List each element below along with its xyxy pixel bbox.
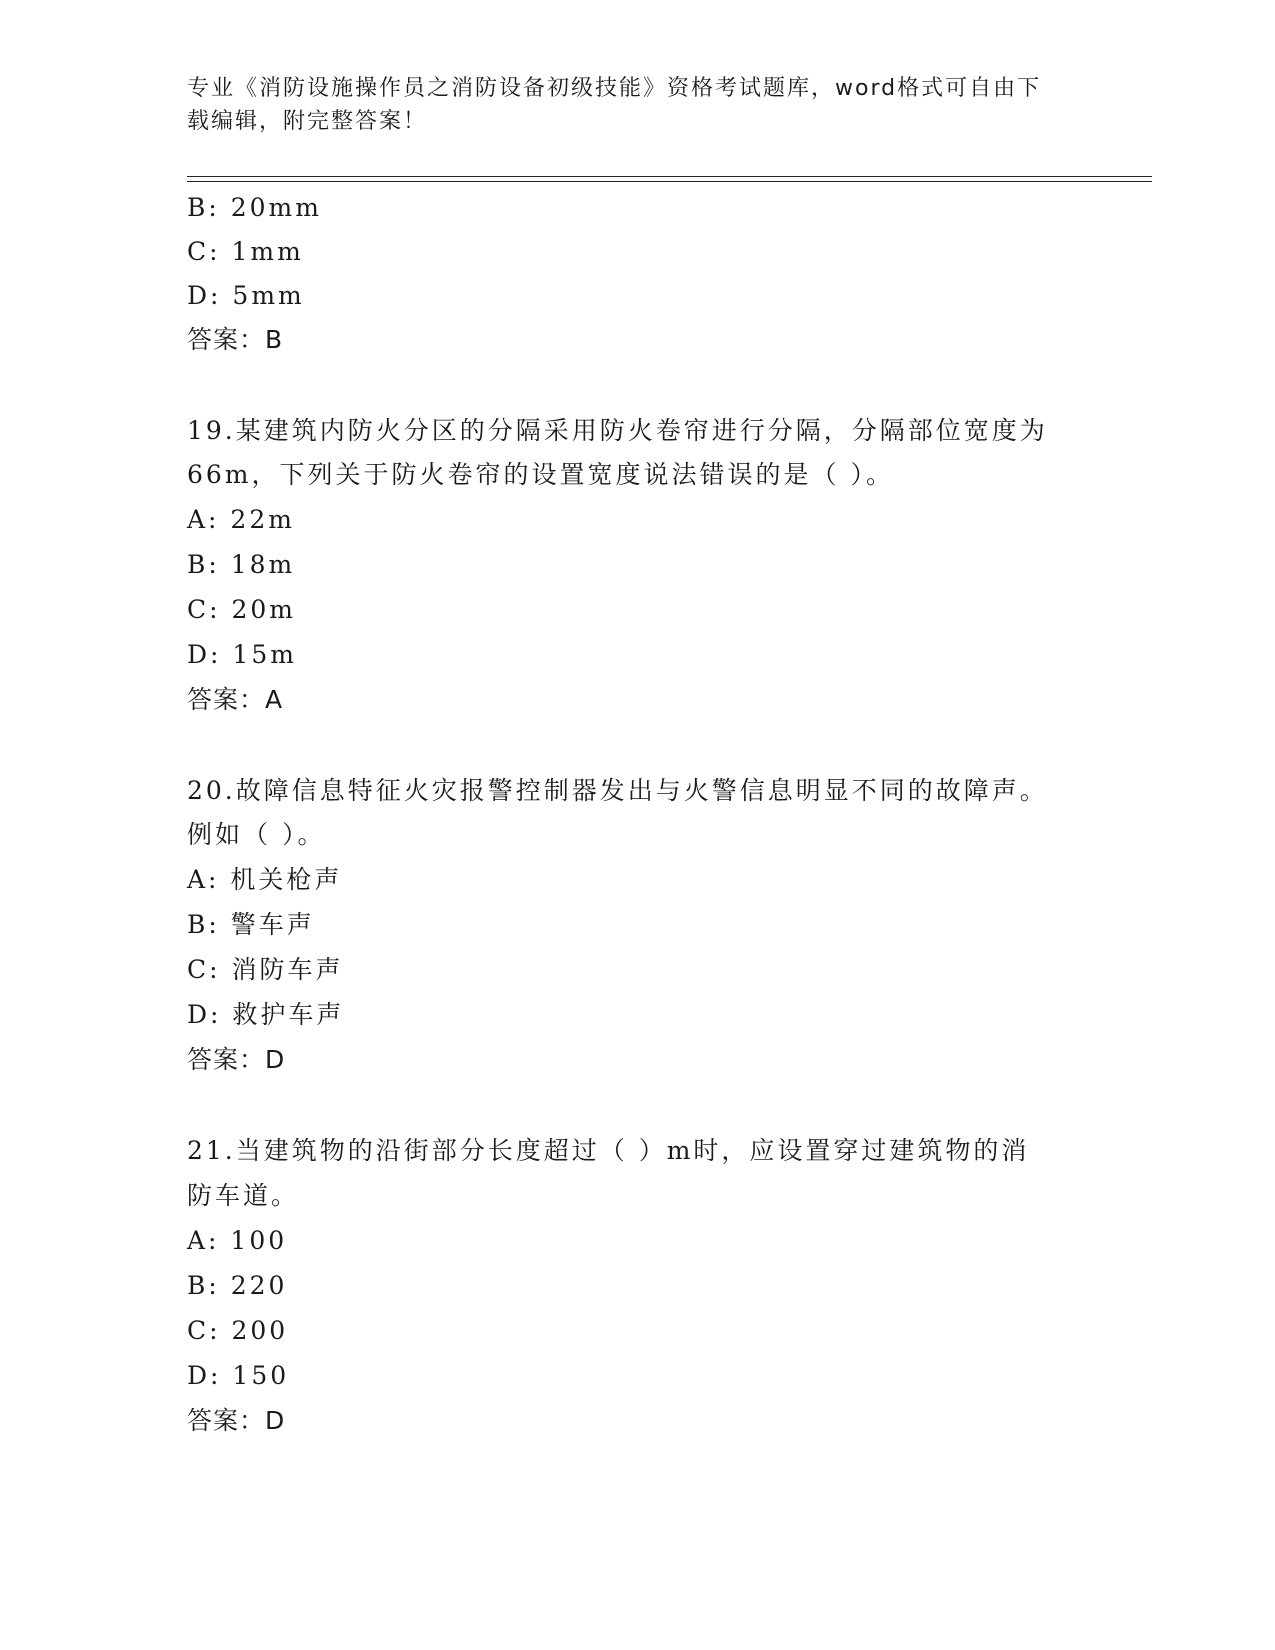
q19-answer: 答案：A xyxy=(187,685,284,714)
q19-stem-line-2: 66m，下列关于防火卷帘的设置宽度说法错误的是（ ）。 xyxy=(187,460,894,489)
q20-answer: 答案：D xyxy=(187,1045,286,1074)
header-line-2: 载编辑，附完整答案！ xyxy=(187,109,428,134)
q18-option-d: D: 5mm xyxy=(187,281,305,310)
q21-option-a: A: 100 xyxy=(187,1226,288,1255)
q19-option-a: A: 22m xyxy=(187,505,295,534)
q18-option-c: C: 1mm xyxy=(187,237,304,266)
q20-option-c: C: 消防车声 xyxy=(187,955,344,984)
q19-option-c: C: 20m xyxy=(187,595,297,624)
q18-answer: 答案：B xyxy=(187,325,284,354)
q21-option-c: C: 200 xyxy=(187,1316,289,1345)
q19-option-b: B: 18m xyxy=(187,550,296,579)
q21-answer: 答案：D xyxy=(187,1406,286,1435)
header-divider-top xyxy=(187,176,1152,177)
document-header xyxy=(187,72,1067,138)
q21-option-d: D: 150 xyxy=(187,1361,290,1390)
q18-option-b: B: 20mm xyxy=(187,193,322,222)
q21-stem-line-1: 21.当建筑物的沿街部分长度超过（ ）m时，应设置穿过建筑物的消 xyxy=(187,1136,1030,1165)
header-line-1: 专业《消防设施操作员之消防设备初级技能》资格考试题库，word格式可自由下 xyxy=(187,76,1042,101)
q20-option-a: A: 机关枪声 xyxy=(187,865,343,894)
q21-option-b: B: 220 xyxy=(187,1271,288,1300)
q20-option-d: D: 救护车声 xyxy=(187,1000,345,1029)
q20-stem-line-2: 例如（ ）。 xyxy=(187,820,326,849)
q19-stem-line-1: 19.某建筑内防火分区的分隔采用防火卷帘进行分隔，分隔部位宽度为 xyxy=(187,416,1048,445)
q19-option-d: D: 15m xyxy=(187,640,297,669)
q20-stem-line-1: 20.故障信息特征火灾报警控制器发出与火警信息明显不同的故障声。 xyxy=(187,776,1048,805)
q21-stem-line-2: 防车道。 xyxy=(187,1181,300,1210)
q20-option-b: B: 警车声 xyxy=(187,910,315,939)
header-divider-bottom xyxy=(187,181,1152,182)
